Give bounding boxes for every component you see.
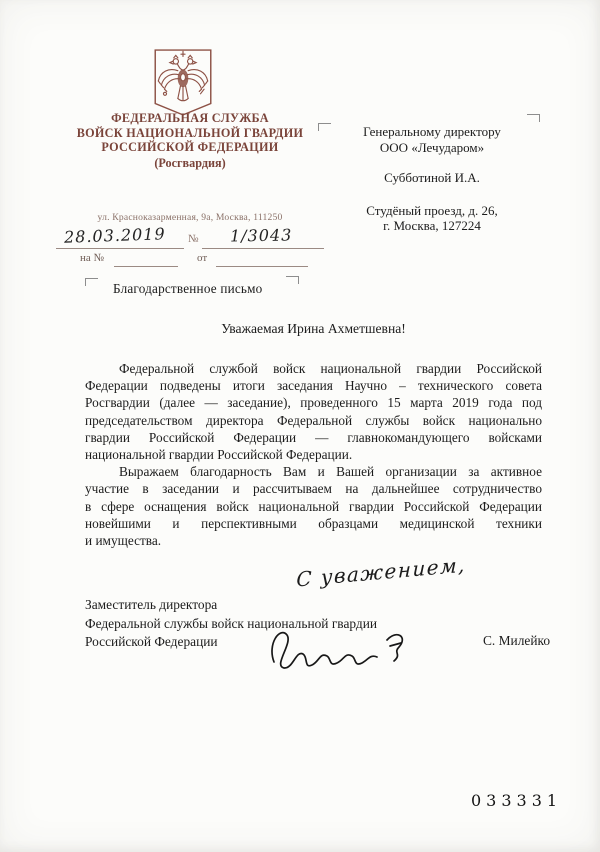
body-line: и имущества. <box>85 533 162 549</box>
letter-body <box>85 360 542 549</box>
regards-handwritten: С уважением, <box>296 552 467 592</box>
outgoing-date-handwritten: 28.03.2019 <box>63 224 166 247</box>
subject-zone-corner-mark <box>286 276 299 284</box>
subject-title: Благодарственное письмо <box>113 281 263 296</box>
reply-number-underline <box>114 266 178 267</box>
signer-name: С. Милейко <box>483 633 551 648</box>
signer-position-line: Российской Федерации <box>85 634 218 650</box>
body-line: новейшими и перспективными образцами медицинской техники <box>85 515 542 531</box>
reply-date-label: от <box>197 252 208 264</box>
body-line: Росгвардии (далее — заседание), проведенного 15 марта 2019 года под <box>85 395 542 411</box>
signer-position-line: Федеральной службы войск национальной гвардии <box>85 615 378 631</box>
org-name-line: РОССИЙСКОЙ ФЕДЕРАЦИИ <box>101 140 279 155</box>
double-headed-eagle-emblem-icon <box>151 47 215 119</box>
date-underline <box>56 248 184 249</box>
addressee-name: Субботиной И.А. <box>384 170 480 185</box>
body-line: Выражаем благодарность Вам и Вашей организации за активное <box>119 464 542 480</box>
addressee-zone-corner-mark <box>527 114 540 122</box>
outgoing-number-handwritten: 1/3043 <box>229 225 293 246</box>
body-line: председательством директора Федеральной службы войск национально <box>85 412 542 428</box>
body-line: национальной гвардии Российской Федерации. <box>85 447 353 463</box>
number-underline <box>202 248 324 249</box>
body-line: Федерации подведены итоги заседания Научно – технического совета <box>85 378 542 394</box>
handwritten-signature-icon <box>260 616 412 680</box>
org-postal-address: ул. Красноказарменная, 9а, Москва, 111250 <box>97 212 283 223</box>
salutation: Уважаемая Ирина Ахметшевна! <box>221 321 406 336</box>
body-line: гвардии Российской Федерации — главнокомандующего войсками <box>85 429 542 445</box>
body-line: участие в заседании и рассчитываем на дальнейшее сотрудничество <box>85 481 542 497</box>
addressee-city: г. Москва, 127224 <box>383 218 481 233</box>
number-sign-label: № <box>188 233 199 245</box>
reply-number-label: на № <box>80 252 105 264</box>
org-short-name: (Росгвардия) <box>154 155 226 170</box>
body-line: Федеральной службой войск национальной гвардии Российской <box>119 361 542 376</box>
signer-position-line: Заместитель директора <box>85 597 218 612</box>
addressee-block <box>348 124 516 234</box>
org-name-line: ВОЙСК НАЦИОНАЛЬНОЙ ГВАРДИИ <box>76 125 304 140</box>
registration-stamp-number: 033331 <box>471 791 563 810</box>
org-name-line: ФЕДЕРАЛЬНАЯ СЛУЖБА <box>111 111 269 125</box>
body-line: в сфере оснащения войск национальной гвардии Российской Федерации <box>85 498 542 514</box>
letterhead-org-block <box>50 111 330 171</box>
addressee-title: Генеральному директору <box>363 124 501 139</box>
addressee-street: Студёный проезд, д. 26, <box>366 202 498 218</box>
addressee-zone-corner-mark <box>318 123 331 131</box>
reply-date-underline <box>216 266 308 267</box>
subject-zone-corner-mark <box>85 278 98 286</box>
addressee-org: ООО «Лечударом» <box>379 139 485 155</box>
